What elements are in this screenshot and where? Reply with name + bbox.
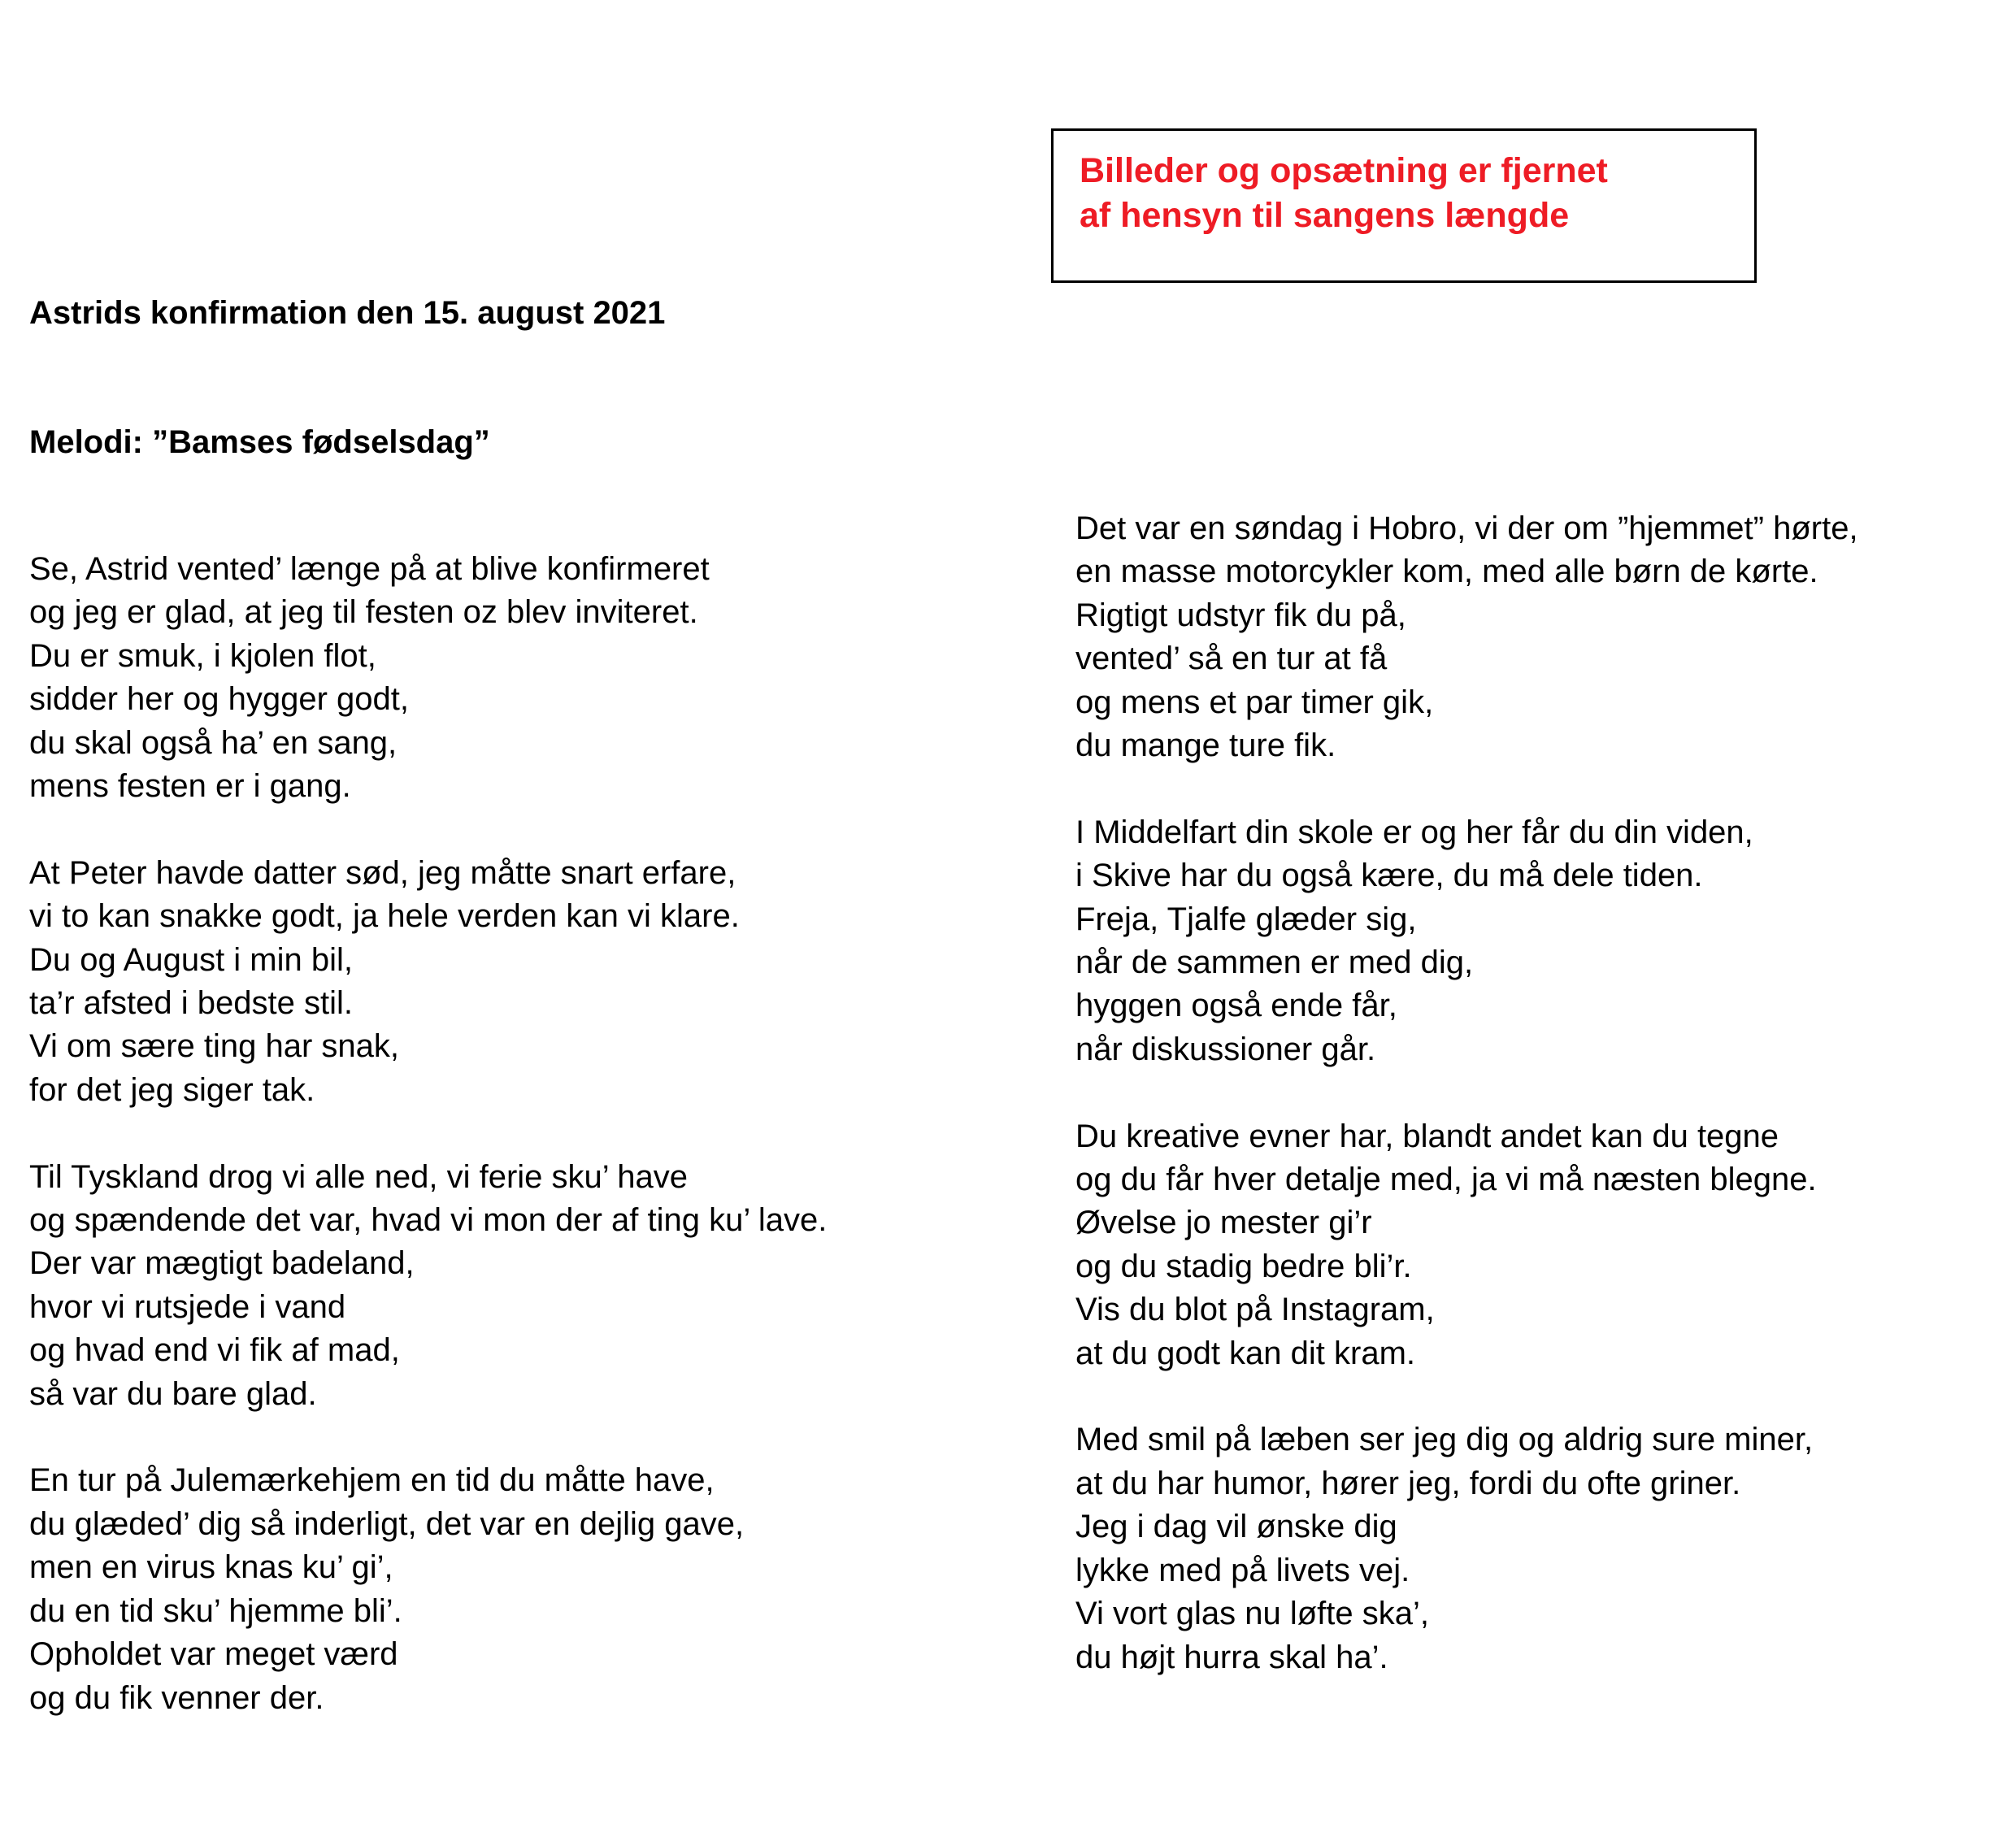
verse-line: du mange ture fik. xyxy=(1075,728,1336,764)
verse-line: Rigtigt udstyr fik du på, xyxy=(1075,597,1406,633)
verse xyxy=(1075,1418,1858,1679)
verse-line: så var du bare glad. xyxy=(29,1375,317,1412)
verse xyxy=(29,852,827,1112)
verse-line: men en virus knas ku’ gi’, xyxy=(29,1549,393,1586)
verse-line: at du godt kan dit kram. xyxy=(1075,1335,1416,1371)
verse-line: I Middelfart din skole er og her får du din viden, xyxy=(1075,814,1753,850)
verse-line: hyggen også ende får, xyxy=(1075,988,1397,1024)
verse-line: Vis du blot på Instagram, xyxy=(1075,1292,1435,1328)
verse-line: Jeg i dag vil ønske dig xyxy=(1075,1509,1397,1545)
verse-line: i Skive har du også kære, du må dele tiden. xyxy=(1075,858,1703,894)
verse-line: At Peter havde datter sød, jeg måtte snart erfare, xyxy=(29,854,736,891)
verse-line: når de sammen er med dig, xyxy=(1075,945,1474,981)
verse xyxy=(29,1156,827,1416)
verse-line: Se, Astrid vented’ længe på at blive konfirmeret xyxy=(29,551,710,587)
verse xyxy=(1075,507,1858,767)
verse-line: Du kreative evner har, blandt andet kan du tegne xyxy=(1075,1118,1779,1154)
verse-line: Det var en søndag i Hobro, vi der om ”hjemmet” hørte, xyxy=(1075,510,1858,546)
song-title: Astrids konfirmation den 15. august 2021 xyxy=(29,295,666,331)
verse-line: og jeg er glad, at jeg til festen oz blev inviteret. xyxy=(29,594,698,631)
verse-line: sidder her og hygger godt, xyxy=(29,681,409,718)
verse-line: En tur på Julemærkehjem en tid du måtte have, xyxy=(29,1462,715,1499)
right-column xyxy=(1075,507,1858,1722)
verse-line: Med smil på læben ser jeg dig og aldrig sure miner, xyxy=(1075,1422,1814,1458)
verse-line: vented’ så en tur at få xyxy=(1075,641,1388,677)
melody-line: Melodi: ”Bamses fødselsdag” xyxy=(29,424,490,460)
notice-line: af hensyn til sangens længde xyxy=(1080,196,1570,235)
verse-line: Du er smuk, i kjolen flot, xyxy=(29,637,376,674)
verse-line: du glæded’ dig så inderligt, det var en dejlig gave, xyxy=(29,1505,745,1542)
verse-line: at du har humor, hører jeg, fordi du ofte griner. xyxy=(1075,1465,1741,1501)
verse-line: for det jeg siger tak. xyxy=(29,1071,315,1108)
verse-line: Opholdet var meget værd xyxy=(29,1636,398,1673)
verse-line: når diskussioner går. xyxy=(1075,1031,1376,1067)
verse xyxy=(1075,1115,1858,1375)
verse-line: du skal også ha’ en sang, xyxy=(29,724,398,761)
verse-line: og mens et par timer gik, xyxy=(1075,684,1434,720)
verse xyxy=(29,548,827,808)
verse-line: en masse motorcykler kom, med alle børn de kørte. xyxy=(1075,554,1818,590)
verse-line: ta’r afsted i bedste stil. xyxy=(29,985,353,1022)
verse-line: Til Tyskland drog vi alle ned, vi ferie sku’ have xyxy=(29,1158,689,1195)
verse-line: og du fik venner der. xyxy=(29,1679,324,1716)
verse-line: mens festen er i gang. xyxy=(29,768,351,805)
notice-line: Billeder og opsætning er fjernet xyxy=(1080,151,1608,190)
verse-line: Vi vort glas nu løfte ska’, xyxy=(1075,1596,1429,1632)
verse-line: hvor vi rutsjede i vand xyxy=(29,1288,346,1325)
verse-line: Vi om sære ting har snak, xyxy=(29,1028,400,1065)
verse xyxy=(1075,811,1858,1071)
verse-line: vi to kan snakke godt, ja hele verden kan vi klare. xyxy=(29,898,740,935)
left-column xyxy=(29,548,827,1763)
verse-line: Der var mægtigt badeland, xyxy=(29,1245,415,1282)
verse-line: Øvelse jo mester gi’r xyxy=(1075,1205,1372,1241)
verse xyxy=(29,1459,827,1719)
verse-line: Du og August i min bil, xyxy=(29,941,353,978)
verse-line: og spændende det var, hvad vi mon der af ting ku’ lave. xyxy=(29,1202,828,1239)
verse-line: du en tid sku’ hjemme bli’. xyxy=(29,1592,402,1629)
verse-line: du højt hurra skal ha’. xyxy=(1075,1639,1388,1675)
verse-line: og hvad end vi fik af mad, xyxy=(29,1332,400,1369)
verse-line: Freja, Tjalfe glæder sig, xyxy=(1075,901,1417,937)
verse-line: og du får hver detalje med, ja vi må næsten blegne. xyxy=(1075,1162,1817,1198)
verse-line: og du stadig bedre bli’r. xyxy=(1075,1248,1412,1284)
notice-box xyxy=(1051,128,1757,283)
verse-line: lykke med på livets vej. xyxy=(1075,1552,1410,1588)
